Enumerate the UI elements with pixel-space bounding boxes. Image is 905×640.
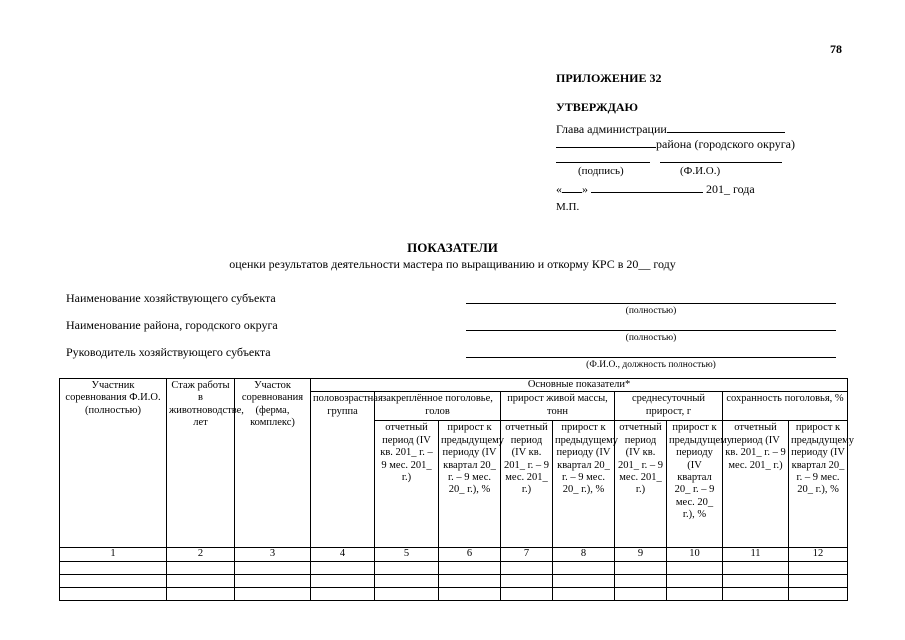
group-gain-header: прирост живой массы, тонн xyxy=(501,392,615,421)
head-of-administration-label: Глава администрации xyxy=(556,122,667,136)
column-number: 1 xyxy=(60,548,167,561)
table-cell xyxy=(723,561,789,574)
table-cell xyxy=(615,561,667,574)
signature-blank xyxy=(556,151,650,163)
entity-name-hint: (полностью) xyxy=(625,306,677,316)
table-row xyxy=(60,587,848,600)
table-cell xyxy=(167,574,235,587)
table-cell xyxy=(235,587,311,600)
table-cell xyxy=(311,574,375,587)
table-cell xyxy=(501,574,553,587)
table-cell xyxy=(789,587,848,600)
main-indicators-header: Основные показатели* xyxy=(311,379,848,392)
col-site-header: Участок соревнования (ферма, комплекс) xyxy=(235,379,311,548)
table-cell xyxy=(167,561,235,574)
date-open-quote: « xyxy=(556,182,562,196)
table-cell xyxy=(553,587,615,600)
table-cell xyxy=(553,574,615,587)
col-participant-header: Участник соревнования Ф.И.О. (полностью) xyxy=(60,379,167,548)
entity-name-label: Наименование хозяйствующего субъекта xyxy=(66,291,276,305)
day-blank xyxy=(562,181,582,193)
page-number: 78 xyxy=(830,42,842,56)
group-assigned-header: закреплённое поголовье, голов xyxy=(375,392,501,421)
table-cell xyxy=(235,561,311,574)
manager-blank xyxy=(466,357,836,358)
table-cell xyxy=(501,587,553,600)
table-row xyxy=(60,574,848,587)
table-cell xyxy=(167,587,235,600)
sub-col-11-header: отчетный период (IV кв. 201_ г. – 9 мес. 201_ г.) xyxy=(723,421,789,548)
sub-col-6-header: прирост к предыдущему периоду (IV квартал 20_ г. – 9 мес. 20_ г.), % xyxy=(439,421,501,548)
table-cell xyxy=(311,561,375,574)
document-title: ПОКАЗАТЕЛИ xyxy=(407,240,498,255)
appendix-heading: ПРИЛОЖЕНИЕ 32 xyxy=(556,71,662,85)
manager-label: Руководитель хозяйствующего субъекта xyxy=(66,345,271,359)
manager-hint: (Ф.И.О., должность полностью) xyxy=(586,360,716,370)
approve-heading: УТВЕРЖДАЮ xyxy=(556,100,639,114)
head-of-administration-line xyxy=(556,121,785,137)
column-number: 3 xyxy=(235,548,311,561)
column-number: 2 xyxy=(167,548,235,561)
signature-label: (подпись) xyxy=(578,165,624,177)
table-cell xyxy=(553,561,615,574)
district-name-label: Наименование района, городского округа xyxy=(66,318,278,332)
year-label: 201_ года xyxy=(706,182,755,196)
sub-col-5-header: отчетный период (IV кв. 201_ г. – 9 мес. 201_ г.) xyxy=(375,421,439,548)
col-sex-age-header: половозрастная группа xyxy=(311,392,375,548)
table-cell xyxy=(723,587,789,600)
column-number: 4 xyxy=(311,548,375,561)
col-experience-header: Стаж работы в животноводстве, лет xyxy=(167,379,235,548)
seal-label: М.П. xyxy=(556,201,580,213)
table-cell xyxy=(723,574,789,587)
column-number: 10 xyxy=(667,548,723,561)
sub-col-7-header: отчетный период (IV кв. 201_ г. – 9 мес. 201_ г.) xyxy=(501,421,553,548)
table-cell xyxy=(439,561,501,574)
month-blank xyxy=(591,181,703,193)
sub-col-10-header: прирост к предыдущему периоду (IV квартал 20_ г. – 9 мес. 20_ г.), % xyxy=(667,421,723,548)
table-cell xyxy=(60,561,167,574)
table-cell xyxy=(667,587,723,600)
sub-col-12-header: прирост к предыдущему периоду (IV квартал 20_ г. – 9 мес. 20_ г.), % xyxy=(789,421,848,548)
sub-col-8-header: прирост к предыдущему периоду (IV квартал 20_ г. – 9 мес. 20_ г.), % xyxy=(553,421,615,548)
sub-col-9-header: отчетный период (IV кв. 201_ г. – 9 мес. 201_ г.) xyxy=(615,421,667,548)
group-safety-header: сохранность поголовья, % xyxy=(723,392,848,421)
column-number: 8 xyxy=(553,548,615,561)
group-daily-header: среднесуточный прирост, г xyxy=(615,392,723,421)
entity-name-blank xyxy=(466,303,836,304)
column-number: 9 xyxy=(615,548,667,561)
table-cell xyxy=(615,587,667,600)
table-cell xyxy=(667,561,723,574)
column-number: 5 xyxy=(375,548,439,561)
column-number: 11 xyxy=(723,548,789,561)
table-cell xyxy=(60,574,167,587)
table-cell xyxy=(235,574,311,587)
table-cell xyxy=(615,574,667,587)
table-row xyxy=(60,561,848,574)
table-cell xyxy=(439,587,501,600)
table-cell xyxy=(789,561,848,574)
date-close-quote: » xyxy=(582,182,588,196)
district-name-hint: (полностью) xyxy=(625,333,677,343)
column-numbers-row xyxy=(60,548,848,561)
table-cell xyxy=(667,574,723,587)
table-cell xyxy=(375,561,439,574)
name-label: (Ф.И.О.) xyxy=(680,165,721,177)
column-number: 6 xyxy=(439,548,501,561)
table-cell xyxy=(501,561,553,574)
document-subtitle: оценки результатов деятельности мастера по выращиванию и откорму КРС в 20__ году xyxy=(229,257,676,271)
district-blank xyxy=(556,136,656,148)
district-line xyxy=(556,136,795,152)
date-line xyxy=(556,181,755,197)
column-number: 7 xyxy=(501,548,553,561)
district-name-blank xyxy=(466,330,836,331)
table-cell xyxy=(60,587,167,600)
column-number: 12 xyxy=(789,548,848,561)
name-blank xyxy=(660,151,782,163)
table-cell xyxy=(311,587,375,600)
table-cell xyxy=(375,587,439,600)
indicators-table xyxy=(59,378,855,601)
district-label: района (городского округа) xyxy=(656,137,795,151)
table-cell xyxy=(439,574,501,587)
table-cell xyxy=(375,574,439,587)
table-cell xyxy=(789,574,848,587)
head-name-blank xyxy=(667,121,785,133)
